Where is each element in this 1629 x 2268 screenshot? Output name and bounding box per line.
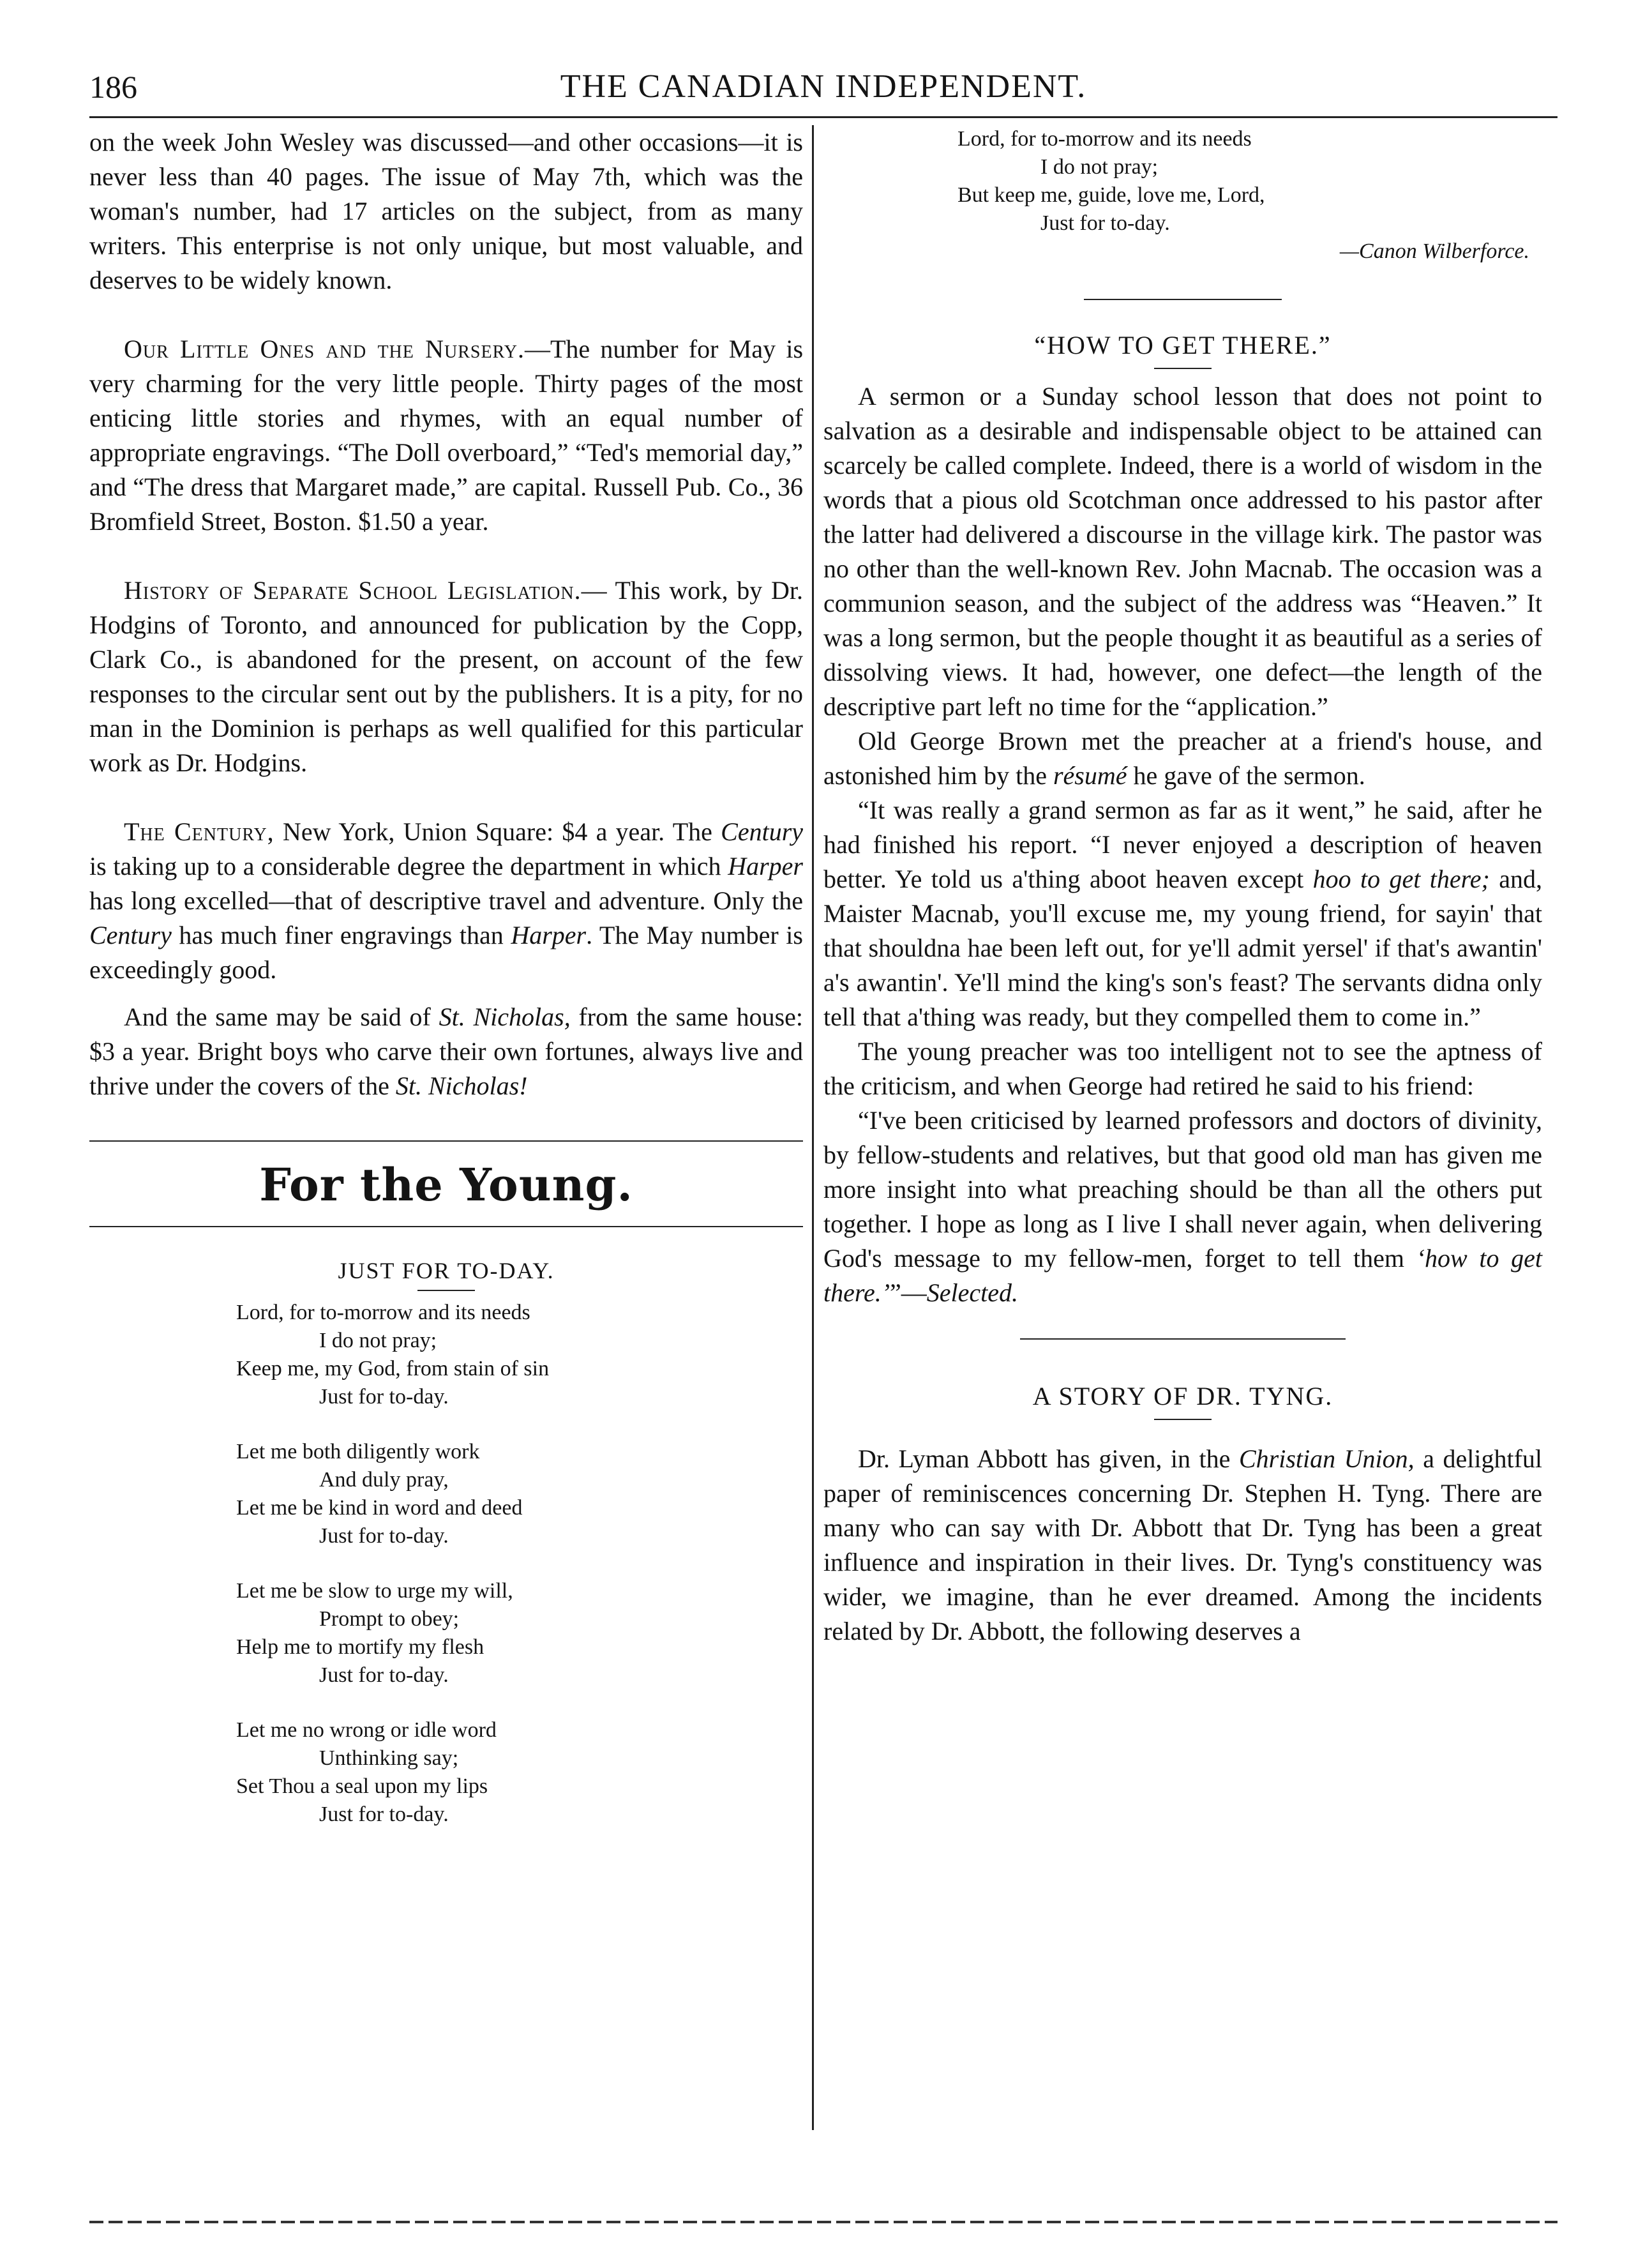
section-title-for-the-young: For the Young. [259, 1158, 633, 1211]
poem-line: Lord, for to-morrow and its needs [236, 1301, 530, 1324]
poem-line: And duly pray, [319, 1468, 449, 1492]
footer-rule [89, 2221, 1558, 2223]
poem-stanza [236, 1438, 803, 1550]
poem-stanza [236, 1299, 803, 1411]
heading-rule [1154, 368, 1212, 369]
poem-line: Just for to-day. [319, 1663, 449, 1687]
poem-line: Just for to-day. [319, 1803, 449, 1826]
poem-line: I do not pray; [1040, 155, 1159, 179]
text-run: a delightful paper of reminiscences concerning Dr. Stephen H. Tyng. There are many who can say with Dr. Abbott that Dr. Tyng has been a great influence and inspiration in their lives. Dr. Tyng's constituency was wider, we imagine, than he ever dreamed. Among the incidents related by Dr. Abbott, the following deserves a [823, 1444, 1543, 1645]
page-header [89, 61, 1558, 112]
text-run: and, Maister Macnab, you'll excuse me, my young friend, for sayin' that that shouldna hae been left out, for ye'll admit yersel' if that's awantin' a's awantin'. Ye'll mind the king's son's feast? The servants didna only tell that a'thing was ready, but they compelled them to come in.” [823, 865, 1542, 1031]
poem-line: Let me no wrong or idle word [236, 1718, 497, 1742]
text-run: is taking up to a considerable degree the department in which [89, 852, 728, 881]
text-run: And the same may be said of [124, 1002, 439, 1031]
paragraph-george-brown [823, 724, 1542, 793]
notice-body-little-ones: —The number for May is very charming for the very little people. Thirty pages of the most enticing little stories and rhymes, with an equal number of appropriate engravings. “The Doll overboard,” “Ted's memorial day,” and “The dress that Margaret made,” are capital. Russell Pub. Co., 36 Bromfield Street, Boston. $1.50 a year. [89, 335, 804, 536]
italic-run: hoo to get there; [1312, 865, 1490, 893]
paragraph-grand-sermon [823, 793, 1542, 1034]
poem-line: Just for to-day. [1040, 211, 1170, 235]
italic-run: Selected. [926, 1278, 1019, 1307]
notice-heading-separate-school: History of Separate School Legislation. [124, 576, 582, 605]
italic-run: Harper [511, 921, 587, 949]
article-heading-dr-tyng: A STORY OF DR. TYNG. [1032, 1382, 1333, 1410]
section-rule [89, 1140, 803, 1142]
paragraph-separate-school [89, 573, 803, 780]
text-run: has long excelled—that of descriptive travel and adventure. Only the [89, 886, 803, 915]
notice-body-separate-school: — This work, by Dr. Hodgins of Toronto, and announced for publication by the Copp, Clark Co., is abandoned for the present, on account of the few responses to the circular sent out by the publishers. It is a pity, for no man in the Dominion is perhaps as well qualified for this particular work as Dr. Hodgins. [89, 576, 803, 777]
right-column [823, 125, 1542, 1649]
poem-line: Just for to-day. [319, 1385, 449, 1409]
text-run: ”— [890, 1278, 927, 1307]
italic-run: Century [721, 817, 804, 846]
poem-attribution: —Canon Wilberforce. [1339, 239, 1529, 263]
heading-rule [1154, 1419, 1212, 1420]
italic-run: St. Nicholas, [439, 1002, 571, 1031]
italic-run: St. Nicholas! [395, 1071, 528, 1100]
paragraph-sermon: A sermon or a Sunday school lesson that does not point to salvation as a desirable and indispensable object to be attained can scarcely be called complete. Indeed, there is a world of wisdom in the words that a pious old Scotchman once addressed to his pastor after the latter had delivered a discourse in the village kirk. The pastor was no other than the well-known Rev. John Macnab. The occasion was a communion season, and the subject of the address was “Heaven.” It was a long sermon, but the people thought it as beautiful as a series of dissolving views. It had, however, one defect—the length of the descriptive part left no time for the “application.” [823, 382, 1542, 721]
paragraph-wesley: on the week John Wesley was discussed—and other occasions—it is never less than 40 pages. The issue of May 7th, which was the woman's number, had 17 articles on the subject, from as many writers. This enterprise is not only unique, but most valuable, and deserves to be widely known. [89, 128, 803, 294]
notice-heading-century: The Century, [124, 817, 274, 846]
notice-heading-little-ones: Our Little Ones and the Nursery. [124, 335, 525, 363]
poem-line: Just for to-day. [319, 1524, 449, 1548]
poem-line: Let me be slow to urge my will, [236, 1579, 513, 1603]
paragraph-little-ones [89, 332, 803, 539]
poem-line: Unthinking say; [319, 1746, 459, 1770]
header-rule [89, 116, 1558, 118]
poem-line: Help me to mortify my flesh [236, 1635, 484, 1659]
italic-run: Harper [728, 852, 803, 881]
paragraph-st-nicholas [89, 1000, 803, 1103]
paragraph-lyman-abbott [823, 1442, 1542, 1649]
poem-line: Let me both diligently work [236, 1440, 480, 1463]
text-run: “I've been criticised by learned professors and doctors of divinity, by fellow-students and relatives, but that good old man has given me more insight into what preaching should be than all the others put together. I hope as long as I live I shall never again, when delivering God's message to my fellow-men, forget to tell them [823, 1106, 1542, 1273]
left-column [89, 125, 803, 1829]
text-run: New York, Union Square: $4 a year. The [274, 817, 721, 846]
poem-title-rule [417, 1290, 475, 1291]
poem-title: JUST FOR TO-DAY. [338, 1258, 555, 1283]
italic-run: résumé [1053, 761, 1127, 790]
poem-line: Lord, for to-morrow and its needs [957, 127, 1252, 151]
poem-final-stanza [823, 125, 1542, 238]
text-run: Old George Brown met the preacher at a friend's house, and astonished him by the [823, 727, 1542, 790]
text-run: has much finer engravings than [171, 921, 511, 949]
poem-line: Set Thou a seal upon my lips [236, 1774, 488, 1798]
italic-run: Christian Union, [1238, 1444, 1415, 1473]
poem-stanza [236, 1577, 803, 1690]
text-run: Dr. Lyman Abbott has given, in the [858, 1444, 1239, 1473]
article-heading-how-to-get-there: “HOW TO GET THERE.” [1034, 331, 1332, 359]
page-number: 186 [89, 69, 137, 105]
italic-run: ‘how to get there.’ [823, 1244, 1542, 1307]
poem-line: But keep me, guide, love me, Lord, [957, 183, 1265, 207]
paragraph-century [89, 815, 803, 987]
running-title: THE CANADIAN INDEPENDENT. [560, 68, 1087, 105]
paragraph-young-preacher: The young preacher was too intelligent not to see the aptness of the criticism, and when George had retired he said to his friend: [823, 1037, 1542, 1100]
poem-line: Keep me, my God, from stain of sin [236, 1357, 550, 1380]
italic-run: Century [89, 921, 172, 949]
poem-line: Prompt to obey; [319, 1607, 460, 1631]
text-run: . The May number is exceedingly good. [89, 921, 803, 984]
text-run: from the same house: $3 a year. Bright boys who carve their own fortunes, always live and thrive under the covers of the [89, 1002, 804, 1100]
paragraph-criticised [823, 1103, 1542, 1310]
poem-line: Let me be kind in word and deed [236, 1496, 523, 1520]
poem-just-for-today [89, 1299, 803, 1829]
column-divider [812, 125, 814, 2130]
text-run: he gave of the sermon. [1127, 761, 1365, 790]
poem-line: I do not pray; [319, 1329, 437, 1352]
poem-stanza [236, 1716, 803, 1829]
text-run: “It was really a grand sermon as far as it went,” he said, after he had finished his report. “I never enjoyed a description of heaven better. Ye told us a'thing aboot heaven except [823, 796, 1542, 893]
